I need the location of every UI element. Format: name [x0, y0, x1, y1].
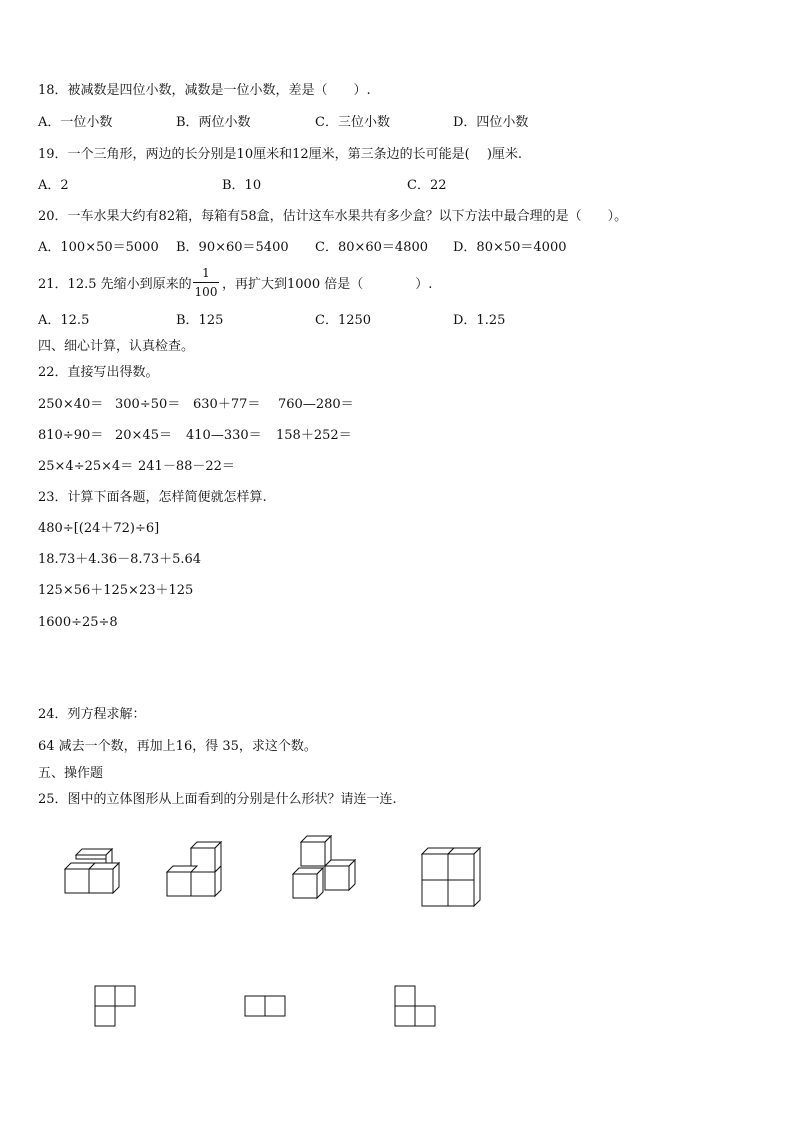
q18-option-b: B．两位小数 — [176, 115, 251, 130]
q22-item: 25×4÷25×4＝ — [38, 459, 134, 474]
q19-option-c: C．22 — [407, 178, 447, 193]
q22-item: 630＋77＝ — [193, 397, 261, 412]
q20-stem: 20．一车水果大约有82箱，每箱有58盒，估计这车水果共有多少盒？以下方法中最合理的是（ ）。 — [38, 209, 628, 224]
q19-option-a: A．2 — [38, 178, 69, 193]
q18-option-a: A．一位小数 — [38, 115, 113, 130]
q22-item: 810÷90＝ — [38, 428, 104, 443]
fraction-numerator: 1 — [202, 266, 210, 280]
q24-stem: 24．列方程求解： — [38, 707, 146, 722]
top-view-2 — [244, 995, 286, 1017]
q20-option-d: D．80×50＝4000 — [453, 240, 567, 255]
q21-option-b: B．125 — [176, 313, 224, 328]
q21-stem-before: 21．12.5 先缩小到原来的 — [38, 277, 192, 292]
q23-item: 1600÷25÷8 — [38, 615, 118, 630]
q25-stem: 25．图中的立体图形从上面看到的分别是什么形状？请连一连. — [38, 792, 397, 807]
q18-option-d: D．四位小数 — [453, 115, 529, 130]
q22-item: 241－88－22＝ — [138, 459, 235, 474]
q20-option-c: C．80×60＝4800 — [315, 240, 429, 255]
q21-stem-after: ，再扩大到1000 倍是（ ）. — [222, 277, 433, 292]
q19-stem: 19．一个三角形，两边的长分别是10厘米和12厘米，第三条边的长可能是( )厘米. — [38, 147, 523, 162]
q18-option-c: C．三位小数 — [315, 115, 390, 130]
q21-option-d: D．1.25 — [453, 313, 506, 328]
top-view-3 — [394, 985, 436, 1027]
solid-figure-2 — [166, 840, 228, 900]
q23-item: 125×56＋125×23＋125 — [38, 583, 194, 598]
solid-figure-1 — [64, 854, 126, 896]
q23-stem: 23．计算下面各题，怎样简便就怎样算. — [38, 490, 267, 505]
q23-item: 18.73＋4.36－8.73＋5.64 — [38, 552, 202, 567]
q22-item: 20×45＝ — [115, 428, 172, 443]
q21-option-c: C．1250 — [315, 313, 372, 328]
section-5-heading: 五、操作题 — [38, 766, 104, 781]
q20-option-b: B．90×60＝5400 — [176, 240, 289, 255]
fraction-denominator: 100 — [194, 285, 218, 299]
q22-item: 760—280＝ — [278, 397, 354, 412]
q19-option-b: B．10 — [222, 178, 262, 193]
q22-item: 250×40＝ — [38, 397, 104, 412]
q24-text: 64 减去一个数，再加上16，得 35，求这个数。 — [38, 739, 317, 754]
section-4-heading: 四、细心计算，认真检查。 — [38, 339, 195, 354]
fraction-one-hundredth — [193, 266, 219, 299]
q21-option-a: A．12.5 — [38, 313, 90, 328]
solid-figure-3 — [292, 834, 362, 904]
fraction-bar — [193, 282, 219, 283]
q22-item: 158＋252＝ — [276, 428, 352, 443]
q22-item: 410—330＝ — [186, 428, 262, 443]
solid-figure-4 — [421, 846, 485, 908]
q20-option-a: A．100×50＝5000 — [38, 240, 159, 255]
q18-stem: 18．被减数是四位小数，减数是一位小数，差是（ ）. — [38, 83, 371, 98]
q22-stem: 22．直接写出得数。 — [38, 365, 159, 380]
q22-item: 300÷50＝ — [115, 397, 181, 412]
top-view-1 — [94, 985, 136, 1027]
q23-item: 480÷[(24＋72)÷6] — [38, 521, 160, 536]
